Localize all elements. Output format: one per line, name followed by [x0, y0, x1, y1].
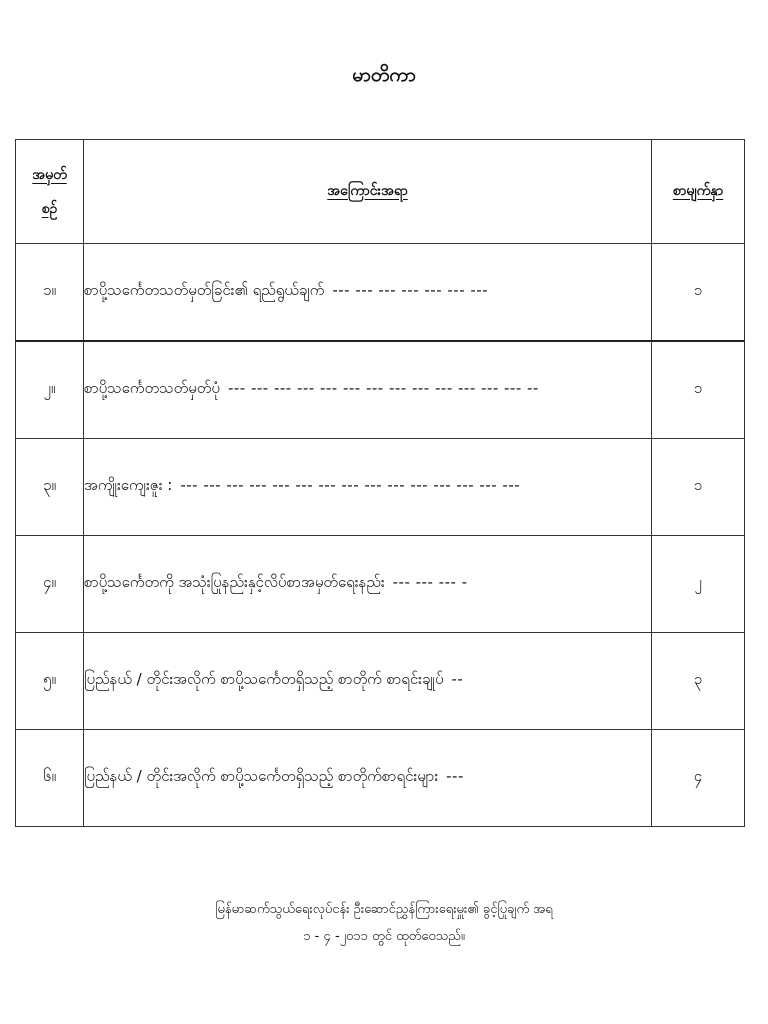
row-leader-dots: --- --- --- --- --- --- --- --- --- --- --- --- --- --	[227, 379, 539, 397]
row-title	[84, 439, 652, 536]
row-title-text: ပြည်နယ် / တိုင်းအလိုက် စာပို့သင်္ကေတရှိသည့် စာတိုက်စာရင်းများ	[84, 767, 439, 785]
page-title: မာတိကာ	[352, 64, 416, 86]
row-title	[84, 536, 652, 633]
table-header-row	[16, 140, 745, 244]
row-number: ၁။	[16, 244, 84, 342]
header-page: စာမျက်နှာ	[652, 140, 745, 244]
row-page: ၄	[652, 730, 745, 827]
publication-note-line2: ၁ - ၄ -၂၀၁၁ တွင် ထုတ်ဝေသည်။	[303, 929, 465, 944]
row-title-text: စာပို့သင်္ကေတသတ်မှတ်ခြင်း၏ ရည်ရွယ်ချက်	[84, 281, 325, 299]
table-row	[16, 730, 745, 827]
table-of-contents	[15, 139, 745, 827]
row-number: ၃။	[16, 439, 84, 536]
row-title	[84, 244, 652, 342]
row-leader-dots: --	[451, 670, 464, 688]
row-number: ၂။	[16, 341, 84, 439]
row-title-text: ပြည်နယ် / တိုင်းအလိုက် စာပို့သင်္ကေတရှိသည့် စာတိုက် စာရင်းချုပ်	[84, 670, 444, 688]
row-page: ၁	[652, 341, 745, 439]
header-content: အကြောင်းအရာ	[84, 140, 652, 244]
row-number: ၅။	[16, 633, 84, 730]
header-number	[16, 140, 84, 244]
row-page: ၂	[652, 536, 745, 633]
row-page: ၁	[652, 439, 745, 536]
row-title-text: စာပို့သင်္ကေတသတ်မှတ်ပုံ	[84, 379, 220, 397]
row-number: ၆။	[16, 730, 84, 827]
table-row	[16, 341, 745, 439]
publication-note	[0, 896, 768, 950]
row-page: ၁	[652, 244, 745, 342]
row-title	[84, 730, 652, 827]
publication-note-line1: မြန်မာဆက်သွယ်ရေးလုပ်ငန်း ဦးဆောင်ညွှန်ကြားရေးမှူး၏ ခွင့်ပြုချက် အရ	[215, 902, 553, 917]
row-leader-dots: --- --- --- --- --- --- ---	[332, 281, 489, 299]
row-title-text: စာပို့သင်္ကေတကို အသုံးပြုနည်းနှင့်လိပ်စာအမှတ်ရေးနည်း	[84, 573, 385, 591]
row-title	[84, 633, 652, 730]
row-leader-dots: ---	[446, 767, 464, 785]
table-row	[16, 633, 745, 730]
row-title-text: အကျိုးကျေးဇူး :	[84, 476, 173, 494]
header-number-line1: အမှတ်	[32, 166, 67, 183]
table-row	[16, 244, 745, 342]
header-number-line2: စဉ်	[41, 200, 58, 217]
row-leader-dots: --- --- --- -	[392, 573, 468, 591]
row-leader-dots: --- --- --- --- --- --- --- --- --- --- --- --- --- --- ---	[180, 476, 521, 494]
table-row	[16, 439, 745, 536]
row-page: ၃	[652, 633, 745, 730]
row-number: ၄။	[16, 536, 84, 633]
row-title	[84, 341, 652, 439]
table-row	[16, 536, 745, 633]
